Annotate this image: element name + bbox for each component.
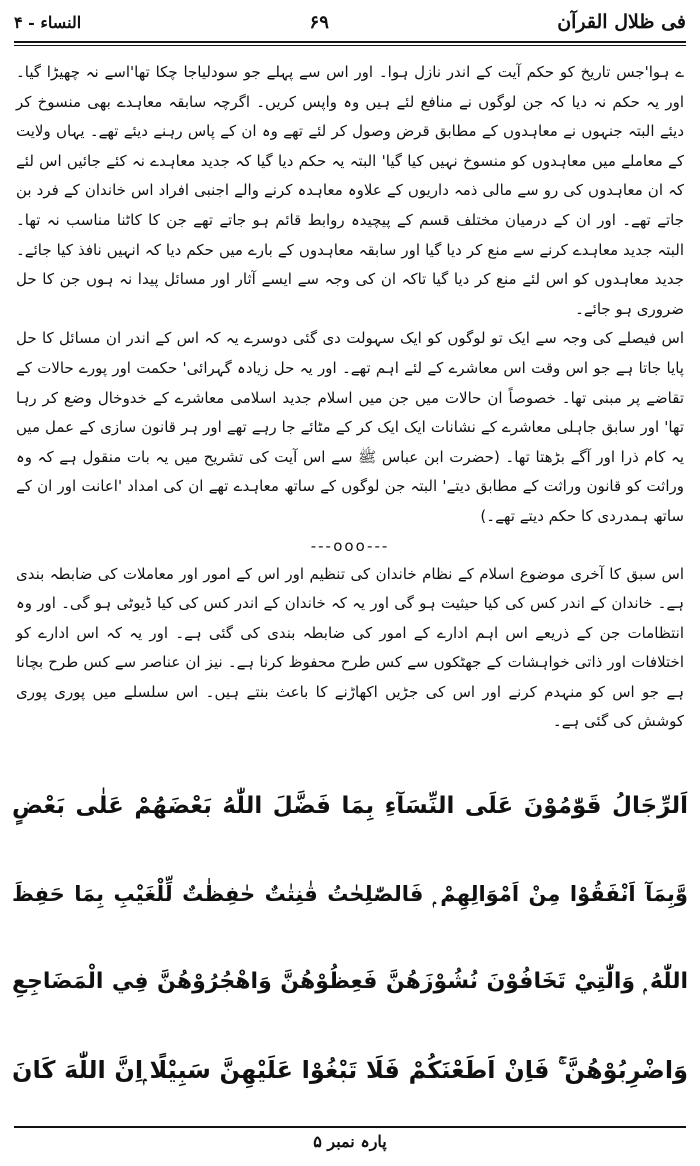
section-separator: ---ooo--- <box>310 536 390 555</box>
verse-line-4: وَاضْرِبُوْهُنَّ ۚ فَاِنْ اَطَعْنَكُمْ فَلَا تَبْغُوْا عَلَيْهِنَّ سَبِيْلًا ۭاِنَّ اللّٰهَ كَانَ <box>12 1056 688 1084</box>
header-rule <box>14 41 686 43</box>
verse-line-1: اَلرِّجَالُ قَوّٰمُوْنَ عَلَى النِّسَآءِ بِمَا فَضَّلَ اللّٰهُ بَعْضَهُمْ عَلٰى بَعْضٍ <box>12 793 688 819</box>
paragraph-1: ے ہوا'جس تاریخ کو حکم آیت کے اندر نازل ہوا۔ اور اس سے پہلے جو سودلیاجا چکا تھا'اسے نہ چھیڑا گیا۔ اور یہ حکم نہ دیا کہ جن لوگوں نے منافع لئے ہیں وہ واپس کریں۔ اگرچہ سابقہ معاہدے بھی منسوخ کر دیئے البتہ جنہوں نے معاہدوں کے مطابق قرض وصول کر لئے تھے وہ ان کے پاس رہنے دیئے تھے۔ یہاں ولایت کے معاملے میں معاہدوں کو منسوخ نہیں کیا گیا' البتہ یہ حکم دیا گیا کہ جدید معاہدے نہ کئے جائیں اس لئے کہ ان معاہدوں کی رو سے مالی ذمہ داریوں کے علاوہ معاہدہ کرنے والے اجنبی افراد اس خاندان کے فرد بن جاتے تھے۔ اور ان کے درمیان مختلف قسم کے پیچیدہ روابط قائم ہو جاتے تھے جن کا کاٹنا مناسب نہ تھا۔ البتہ جدید معاہدے کرنے سے منع کر دیا گیا اور سابقہ معاہدوں کے بارے میں حکم دیا کہ انہیں نافذ کیا جائے۔ جدید معاہدوں کو اس لئے منع کر دیا گیا تاکہ ان کی وجہ سے ایسے آثار اور مسائل پیدا نہ ہوں جن کا حل ضروری ہو جائے۔ <box>16 63 684 318</box>
surah-label: النساء - ۴ <box>14 12 82 32</box>
page-header <box>14 4 686 40</box>
paragraph-2: اس فیصلے کی وجہ سے ایک تو لوگوں کو ایک سہولت دی گئی دوسرے یہ کہ اس کے اندر ان مسائل کا حل پایا جاتا ہے جو اس وقت اس معاشرے کے لئے اہم تھے۔ اور یہ حل زیادہ گہرائی' حکمت اور پورے حالات کے تقاضے پر مبنی تھا۔ خصوصاً ان حالات میں جن میں اسلام جدید اسلامی معاشرے کے خدوخال وضع کر رہا تھا' اور سابق جاہلی معاشرے کے نشانات ایک ایک کر کے مٹائے جا رہے تھے اور ہر قانون سازی کے عمل میں یہ کام ذرا اور آگے بڑھتا تھا۔ (حضرت ابن عباس ﷺ سے اس آیت کی تشریح میں یہ بات منقول ہے کہ وہ وراثت کو قانون وراثت کے مطابق دیتے' البتہ جن لوگوں کے ساتھ معاہدے تھے ان کی امداد 'اعانت اور ان کے ساتھ ہمدردی کا حکم دیتے تھے۔) <box>16 329 684 525</box>
verse-line-2: وَّبِمَآ اَنْفَقُوْا مِنْ اَمْوَالِهِمْ ۭ فَالصّٰلِحٰتُ قٰنِتٰتٌ حٰفِظٰتٌ لِّلْغَيْبِ بِمَا حَفِظَ <box>12 882 688 906</box>
footer-rule <box>14 1126 686 1128</box>
quran-verse-block <box>12 762 688 1114</box>
header-rule-thin <box>14 45 686 46</box>
verse-line-3: اللّٰهُ ۭ وَالّٰتِيْ تَخَافُوْنَ نُشُوْزَهُنَّ فَعِظُوْهُنَّ وَاهْجُرُوْهُنَّ فِي الْمَضَاجِعِ <box>12 969 688 994</box>
commentary-text <box>16 58 684 737</box>
paragraph-3: اس سبق کا آخری موضوع اسلام کے نظام خاندان کی تنظیم اور اس کے امور اور معاملات کی ضابطہ بندی ہے۔ خاندان کے اندر کس کی کیا حیثیت ہو گی اور یہ کہ خاندان کے اندر کس کی کیا ڈیوٹی ہو گی۔ اور وہ انتظامات جن کے ذریعے اس اہم ادارے کے امور کی ضابطہ بندی کی گئی ہے۔ اور یہ کہ اس ادارے کو اختلافات اور ذاتی خواہشات کے جھٹکوں سے کس طرح محفوظ کرنا ہے۔ نیز ان عناصر سے کس طرح بچانا ہے جو اس کو منہدم کرنے اور اس کی جڑیں اکھاڑنے کا باعث بنتے ہیں۔ اس سلسلے میں پوری پوری کوشش کی گئی ہے۔ <box>16 564 684 731</box>
page-number: ۶۹ <box>309 11 329 33</box>
book-title: فی ظلال القرآن <box>557 11 686 33</box>
para-footer: پارہ نمبر ۵ <box>313 1132 387 1151</box>
